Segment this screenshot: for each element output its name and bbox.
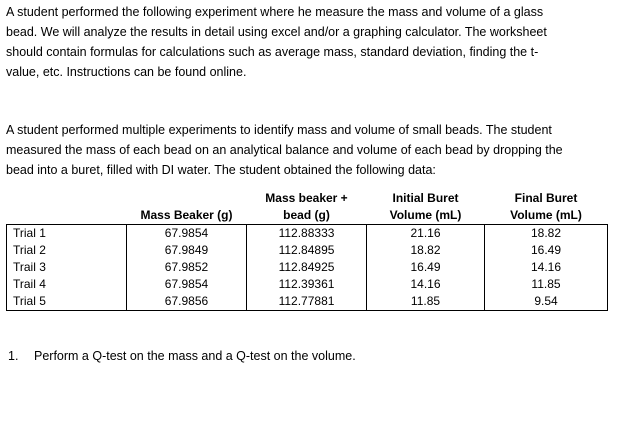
- intro-line: bead. We will analyze the results in detail using excel and/or a graphing calculator. The worksheet: [6, 25, 547, 39]
- description-line: A student performed multiple experiments to identify mass and volume of small beads. The student: [6, 123, 552, 137]
- trial-label: Trial 2: [7, 242, 127, 259]
- intro-line: should contain formulas for calculations such as average mass, standard deviation, finding the t-: [6, 45, 539, 59]
- data-table: [6, 190, 608, 311]
- intro-line: A student performed the following experiment where he measure the mass and volume of a glass: [6, 5, 544, 19]
- initial-volume-cell: 16.49: [367, 259, 485, 276]
- initial-volume-cell: 21.16: [367, 225, 485, 243]
- table-header-row: [7, 190, 608, 225]
- mass-beaker-bead-cell: 112.84925: [247, 259, 367, 276]
- header-cell-mass-beaker-bead: Mass beaker + bead (g): [265, 191, 348, 222]
- mass-beaker-bead-cell: 112.39361: [247, 276, 367, 293]
- mass-beaker-bead-cell: 112.84895: [247, 242, 367, 259]
- mass-beaker-cell: 67.9852: [164, 260, 209, 274]
- mass-beaker-cell: 67.9849: [164, 243, 209, 257]
- table-row: [7, 225, 608, 243]
- final-volume-cell: 9.54: [485, 293, 608, 311]
- description-line: measured the mass of each bead on an analytical balance and volume of each bead by dropping the: [6, 143, 563, 157]
- table-row: [7, 276, 608, 293]
- trial-label: Trial 5: [7, 293, 127, 311]
- question-item: [8, 346, 356, 366]
- header-cell-final-volume: Final Buret Volume (mL): [510, 191, 582, 222]
- header-cell-initial-volume: Initial Buret Volume (mL): [389, 191, 462, 222]
- initial-volume-cell: 11.85: [367, 293, 485, 311]
- final-volume-cell: 11.85: [485, 276, 608, 293]
- mass-beaker-cell: 67.9854: [164, 277, 209, 291]
- question-number: 1.: [8, 349, 19, 363]
- header-cell-mass-beaker: Mass Beaker (g): [140, 208, 233, 222]
- question-text: Perform a Q-test on the mass and a Q-test on the volume.: [34, 349, 356, 363]
- description-paragraph: [6, 120, 610, 180]
- intro-paragraph: [6, 2, 610, 82]
- mass-beaker-bead-cell: 112.77881: [247, 293, 367, 311]
- initial-volume-cell: 14.16: [367, 276, 485, 293]
- intro-line: value, etc. Instructions can be found online.: [6, 65, 247, 79]
- mass-beaker-cell: 67.9856: [127, 293, 247, 311]
- mass-beaker-bead-cell: 112.88333: [247, 225, 367, 243]
- final-volume-cell: 18.82: [485, 225, 608, 243]
- header-cell-trial: [7, 190, 127, 225]
- description-line: bead into a buret, filled with DI water. The student obtained the following data:: [6, 163, 436, 177]
- table-row: [7, 242, 608, 259]
- table-row: [7, 259, 608, 276]
- table-row: [7, 293, 608, 311]
- trial-label: Trial 1: [7, 225, 127, 243]
- mass-beaker-cell: 67.9854: [127, 225, 247, 243]
- trial-label: Trail 3: [7, 259, 127, 276]
- trial-label: Trail 4: [7, 276, 127, 293]
- final-volume-cell: 14.16: [485, 259, 608, 276]
- final-volume-cell: 16.49: [485, 242, 608, 259]
- initial-volume-cell: 18.82: [367, 242, 485, 259]
